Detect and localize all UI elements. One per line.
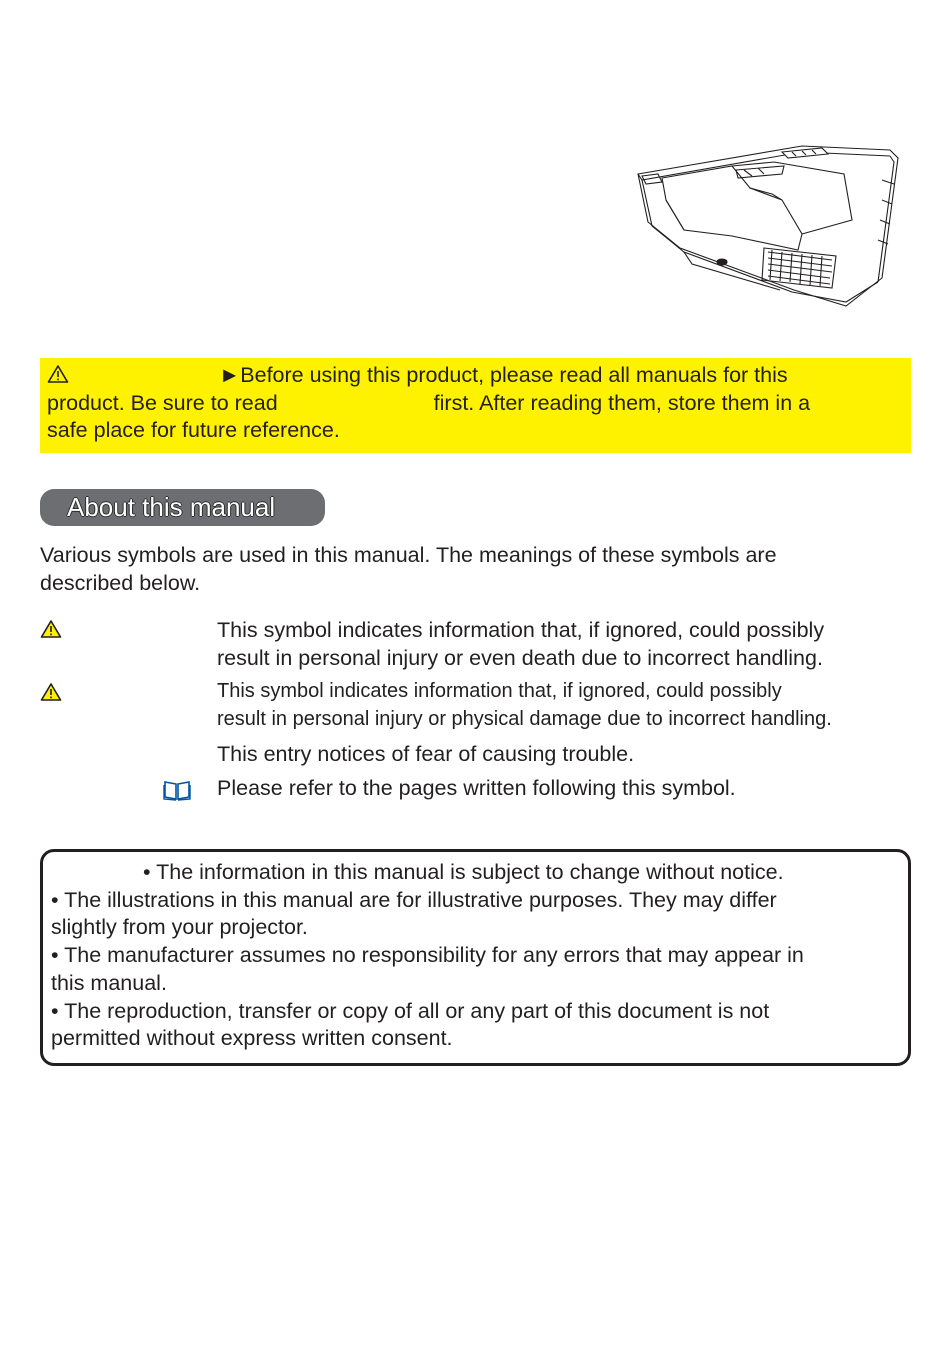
projector-illustration	[632, 140, 900, 310]
notice-line: • The illustrations in this manual are for illustrative purposes. They may differ	[51, 887, 777, 912]
notice-line: permitted without express written consent.	[51, 1026, 453, 1051]
warning-text-3: safe place for future reference.	[47, 418, 340, 442]
symbol-desc-line: This symbol indicates information that, if ignored, could possibly	[217, 680, 782, 702]
symbol-desc-line: Please refer to the pages written following this symbol.	[217, 776, 736, 800]
symbol-desc	[217, 677, 917, 733]
symbol-desc-line: result in personal injury or even death due to incorrect handling.	[217, 646, 823, 670]
notice-line: • The manufacturer assumes no responsibility for any errors that may appear in	[51, 943, 804, 968]
notice-line: • The reproduction, transfer or copy of all or any part of this document is not	[51, 998, 770, 1023]
notice-line: this manual.	[51, 970, 167, 995]
book-icon	[163, 779, 191, 801]
warning-text-2b: first. After reading them, store them in a	[433, 390, 811, 415]
warning-triangle-icon	[47, 364, 69, 384]
symbol-desc	[217, 774, 917, 802]
section-title: About this manual	[67, 492, 276, 522]
symbol-desc-line: This symbol indicates information that, if ignored, could possibly	[217, 618, 825, 642]
notice-box	[40, 849, 911, 1066]
warning-triangle-icon	[40, 619, 62, 639]
intro-line-2: described below.	[40, 571, 201, 595]
warning-text-2a: product. Be sure to read	[47, 390, 278, 415]
warning-line-1	[47, 362, 904, 390]
intro-line-1: Various symbols are used in this manual. The meanings of these symbols are	[40, 543, 777, 567]
warning-text-1: ►Before using this product, please read all manuals for this	[219, 363, 788, 387]
section-title-pill	[40, 489, 325, 526]
notice-line: • The information in this manual is subject to change without notice.	[143, 860, 784, 884]
intro-paragraph	[40, 541, 920, 597]
symbol-desc-line: result in personal injury or physical damage due to incorrect handling.	[217, 708, 832, 730]
symbol-desc-line: This entry notices of fear of causing trouble.	[217, 742, 635, 766]
warning-box	[40, 358, 911, 453]
symbol-desc	[217, 740, 917, 768]
warning-triangle-icon	[40, 682, 62, 702]
warning-line-2	[47, 390, 904, 418]
notice-line: slightly from your projector.	[51, 915, 308, 940]
symbol-desc	[217, 616, 917, 672]
